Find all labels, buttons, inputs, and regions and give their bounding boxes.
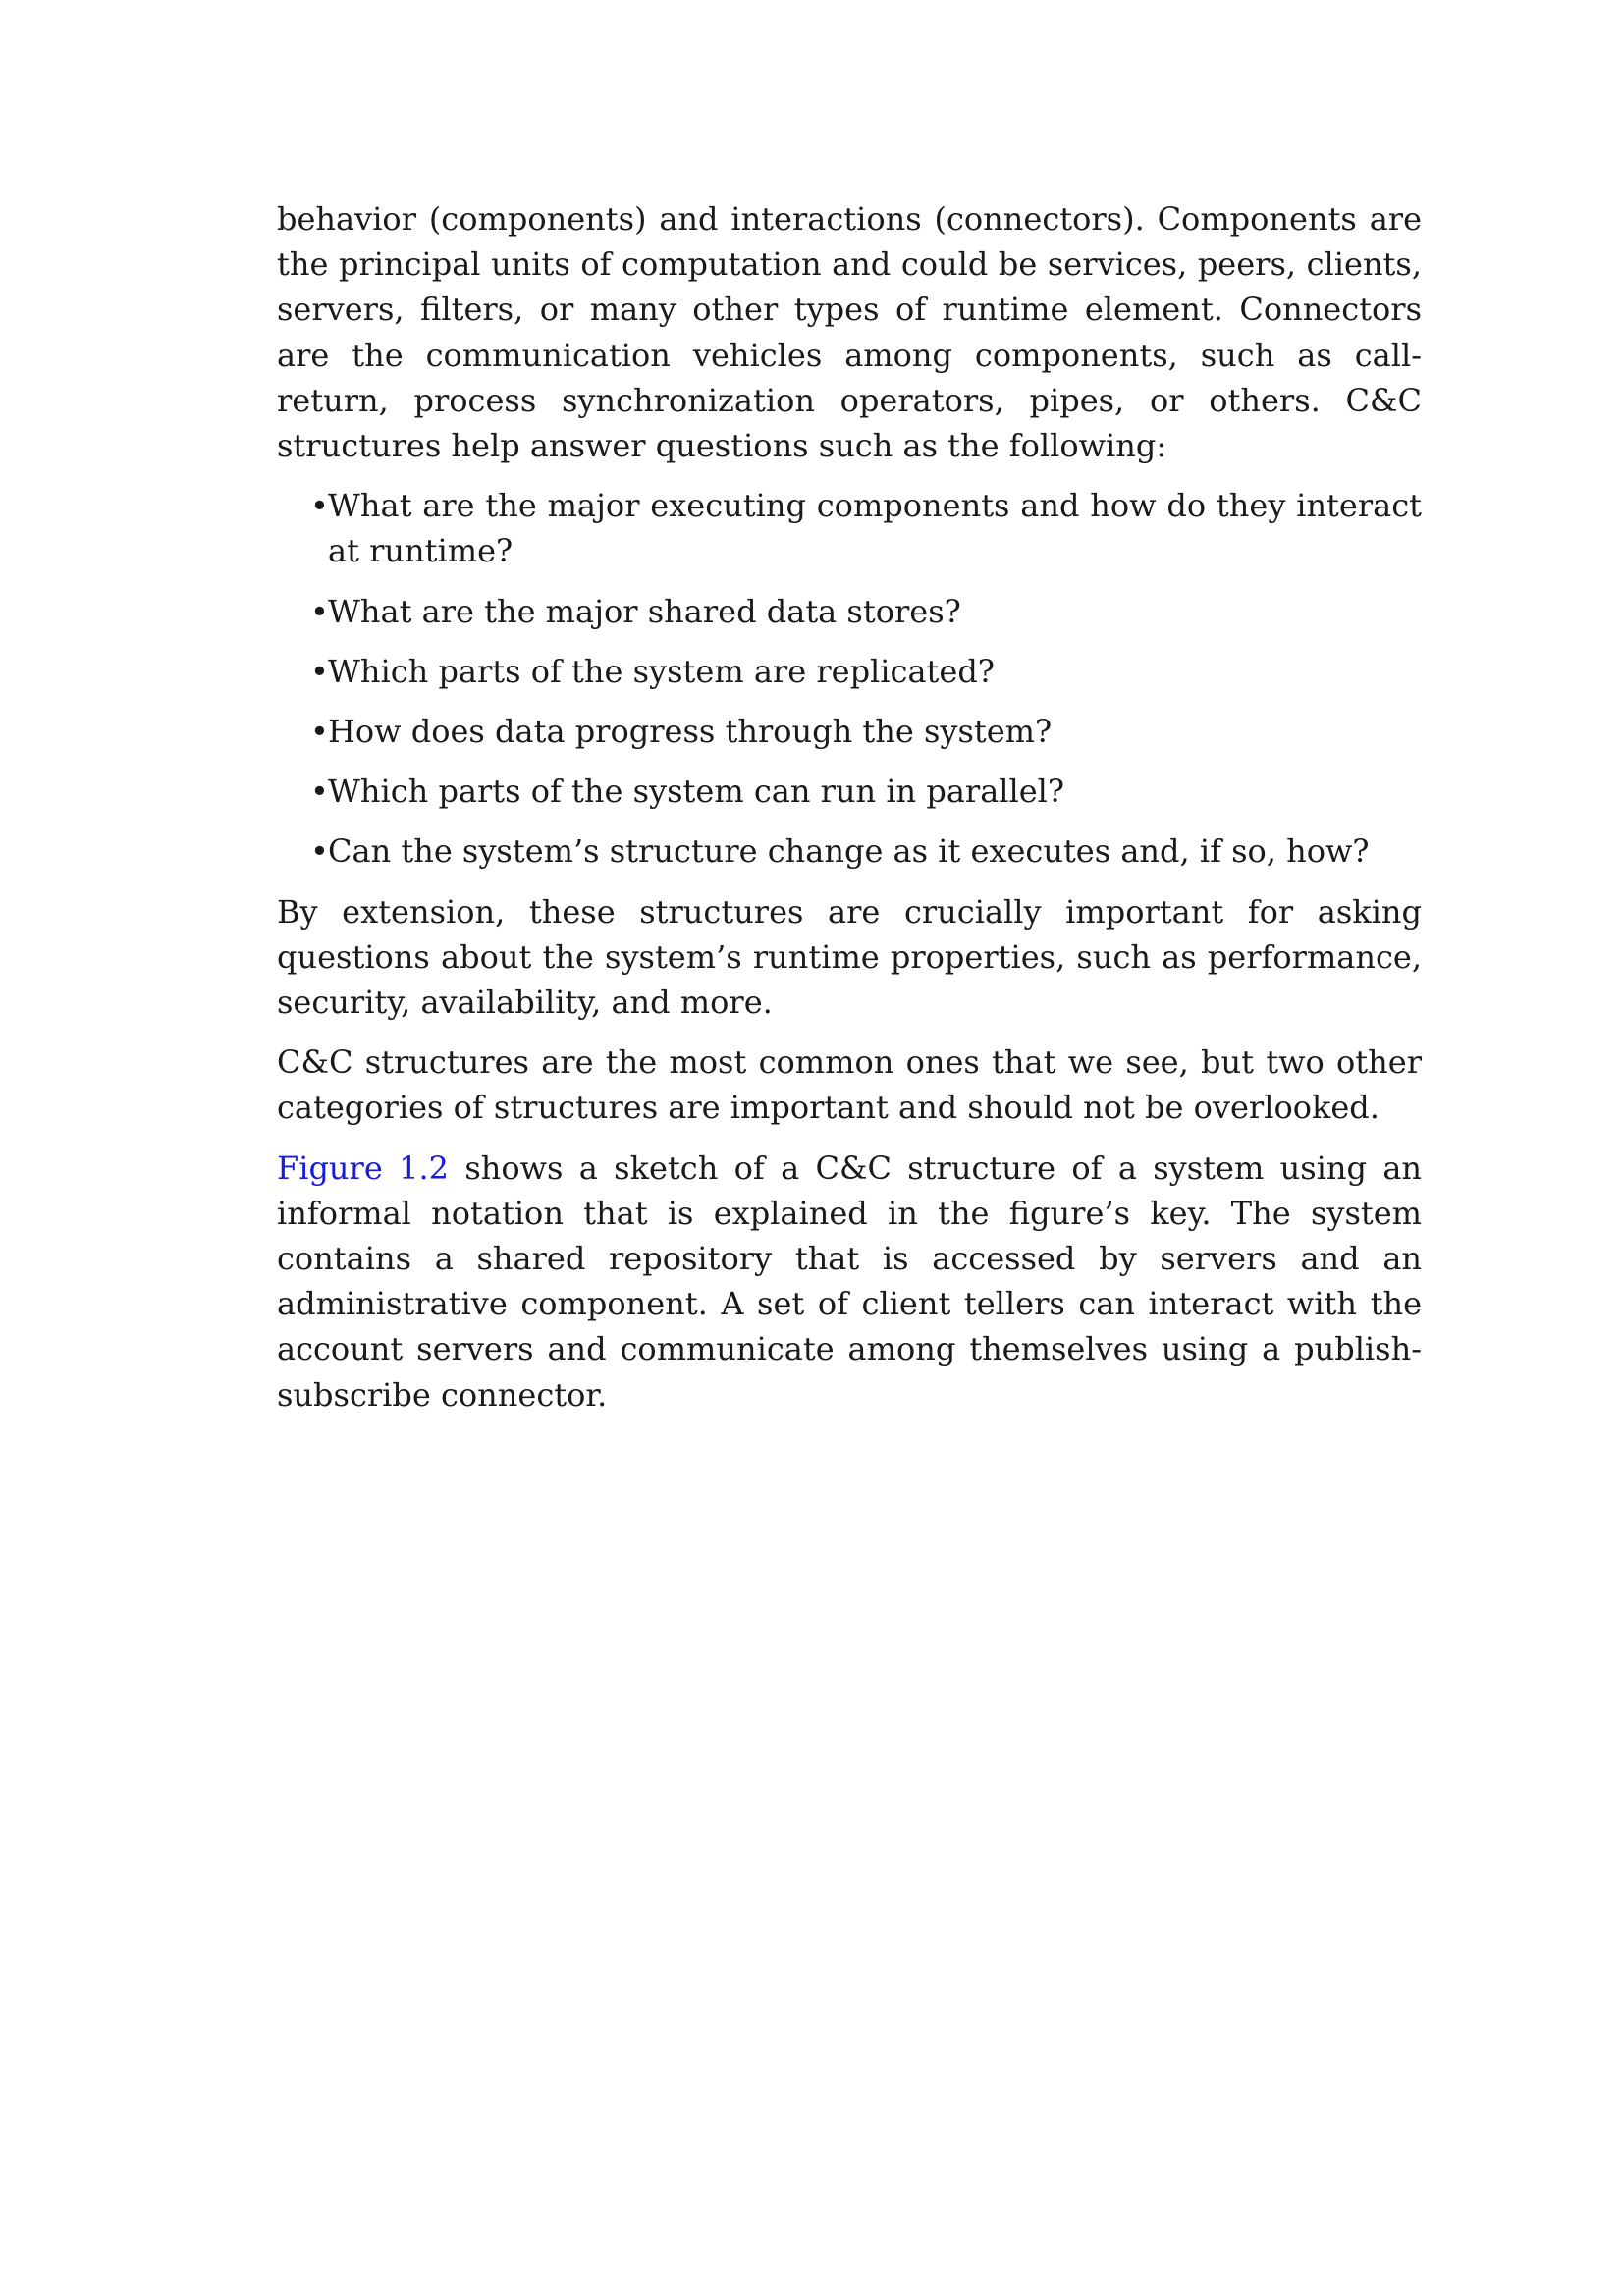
figure-1-2-link[interactable]: Figure 1.2 [277,1148,449,1187]
question-text: What are the major executing components and how do they interact at runtime? [328,487,1422,570]
extension-paragraph: By extension, these structures are crucially important for asking questions about the system’s runtime properties, such as performance, security, availability, and more. [277,892,1422,1022]
list-item [277,649,1422,694]
body-text [277,196,1422,1417]
list-item [277,769,1422,814]
bullet-icon: • [310,487,329,525]
intro-paragraph: behavior (components) and interactions (connectors). Components are the principal units of computation and could be services, peers, clients, servers, filters, or many other types of runtime element. Connectors are the communication vehicles among components, such as call-return, process synchronization operators, pipes, or others. C&C structures help answer questions such as the following: [277,200,1422,465]
figure-description-text: shows a sketch of a C&C structure of a system using an informal notation that is explained in the figure’s key. The system contains a shared repository that is accessed by servers and an administrative component. A set of client tellers can interact with the account servers and communicate among themselves using a publish-subscribe connector. [277,1148,1422,1414]
list-item [277,709,1422,754]
figure-description-paragraph [277,1146,1422,1417]
bullet-icon: • [310,713,329,751]
question-text: How does data progress through the system? [328,713,1053,751]
question-text: What are the major shared data stores? [328,592,961,630]
question-list [277,483,1422,874]
categories-paragraph: C&C structures are the most common ones that we see, but two other categories of structures are important and should not be overlooked. [277,1043,1422,1127]
bullet-icon: • [310,832,329,871]
bullet-icon: • [310,592,329,630]
question-text: Can the system’s structure change as it executes and, if so, how? [328,832,1370,871]
list-item [277,483,1422,573]
question-text: Which parts of the system can run in parallel? [328,773,1065,811]
bullet-icon: • [310,773,329,811]
list-item [277,828,1422,874]
question-text: Which parts of the system are replicated? [328,652,995,690]
bullet-icon: • [310,652,329,690]
list-item [277,589,1422,634]
